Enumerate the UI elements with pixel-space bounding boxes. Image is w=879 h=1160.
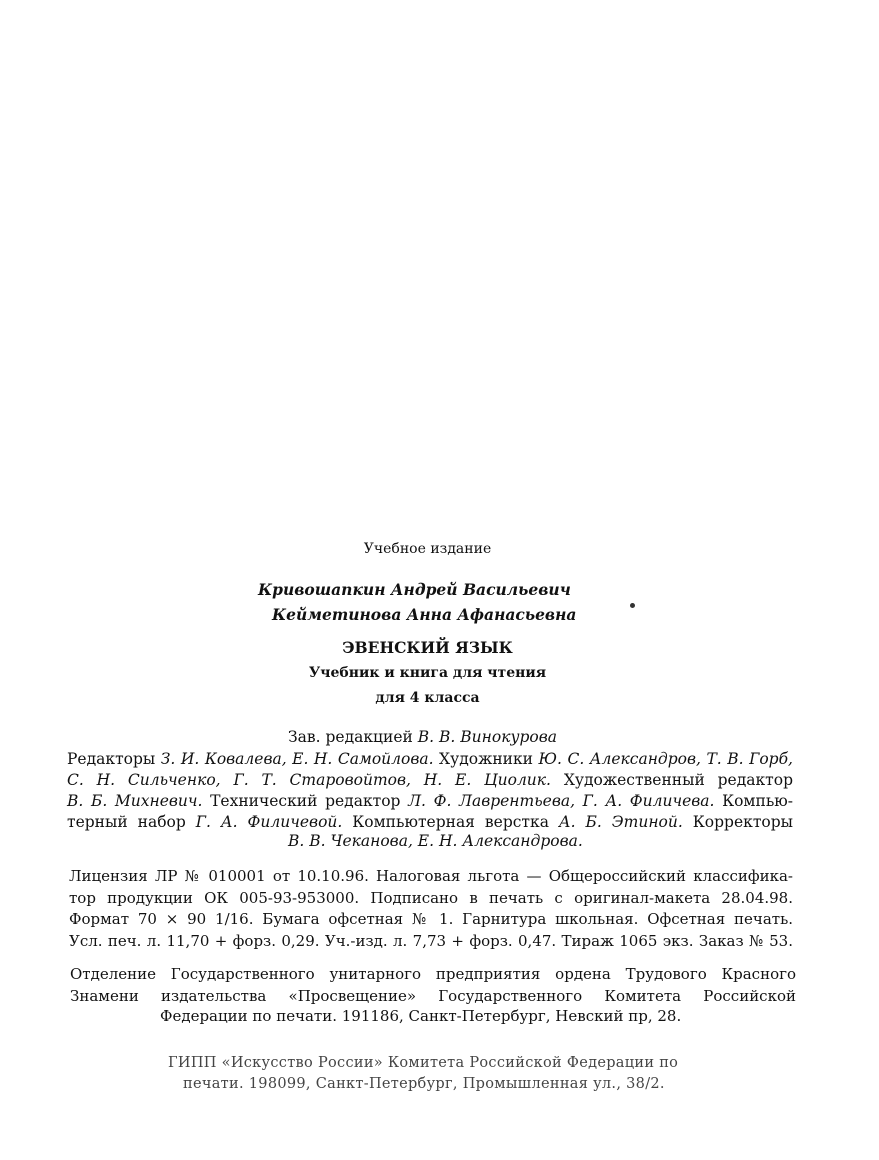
book-title: ЭВЕНСКИЙ ЯЗЫК (342, 638, 513, 657)
credits-line-3: В. Б. Михневич. Технический редактор Л. Ф. Лаврентьева, Г. А. Филичева. Компью- (67, 792, 793, 810)
print-speck (630, 603, 635, 608)
credits-line-1: Редакторы З. И. Ковалева, Е. Н. Самойлова. Художники Ю. С. Александров, Т. В. Горб, (67, 750, 793, 768)
chief-editor (288, 728, 557, 746)
publisher-line-1: Отделение Государственного унитарного предприятия ордена Трудового Красного (70, 965, 796, 983)
edition-type: Учебное издание (363, 541, 492, 557)
license-line-2: тор продукции ОК 005-93-953000. Подписано в печать с оригинал-макета 28.04.98. (69, 888, 793, 907)
book-subtitle: Учебник и книга для чтения (308, 665, 547, 681)
author-2: Кейметинова Анна Афанасьевна (272, 605, 577, 624)
publisher-block (70, 964, 796, 1007)
credits-line-4: терный набор Г. А. Филичевой. Компьютерная верстка А. Б. Этиной. Корректоры (67, 813, 793, 831)
license-line-4: Усл. печ. л. 11,70 + форз. 0,29. Уч.-изд. л. 7,73 + форз. 0,47. Тираж 1065 экз. Заказ № 53. (69, 931, 793, 950)
publisher-line-3: Федерации по печати. 191186, Санкт-Петербург, Невский пр, 28. (160, 1007, 682, 1025)
chief-editor-label: Зав. редакцией (288, 728, 413, 746)
printer-line-2: печати. 198099, Санкт-Петербург, Промышленная ул., 38/2. (183, 1076, 665, 1092)
author-1: Кривошапкин Андрей Васильевич (258, 580, 571, 599)
chief-editor-name: В. В. Винокурова (417, 728, 557, 746)
license-line-3: Формат 70 × 90 1/16. Бумага офсетная № 1. Гарнитура школьная. Офсетная печать. (69, 910, 793, 928)
license-line-1: Лицензия ЛР № 010001 от 10.10.96. Налоговая льгота — Общероссийский классифика- (69, 867, 793, 885)
publisher-line-2: Знамени издательства «Просвещение» Государственного Комитета Российской (70, 986, 796, 1005)
credits-line-5: В. В. Чеканова, Е. Н. Александрова. (288, 832, 583, 850)
book-grade: для 4 класса (375, 690, 480, 706)
license-block (69, 866, 793, 952)
credits-line-2: С. Н. Сильченко, Г. Т. Старовойтов, Н. Е. Циолик. Художественный редактор (67, 771, 793, 789)
printer-line-1: ГИПП «Искусство России» Комитета Российской Федерации по (168, 1055, 679, 1071)
credits-block (67, 749, 793, 833)
